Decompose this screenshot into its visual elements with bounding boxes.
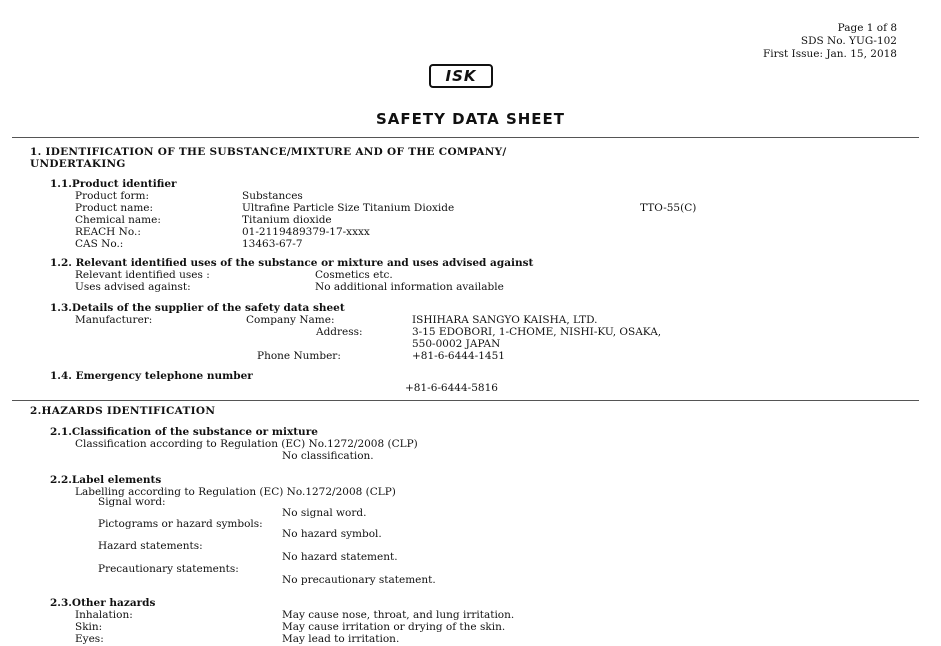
subsection-2-2-heading: 2.2.Label elements [50, 474, 162, 486]
address-line-1: 3-15 EDOBORI, 1-CHOME, NISHI-KU, OSAKA, [412, 326, 662, 338]
document-header-info [763, 22, 897, 61]
divider [12, 400, 919, 401]
first-issue-date: First Issue: Jan. 15, 2018 [762, 48, 897, 60]
pictograms-label: Pictograms or hazard symbols: [98, 518, 263, 530]
reach-value: 01-2119489379-17-xxxx [242, 226, 370, 238]
product-code: TTO-55(C) [640, 202, 697, 214]
divider [12, 137, 919, 138]
subsection-2-1-heading: 2.1.Classification of the substance or mixture [50, 426, 318, 438]
pictograms-value: No hazard symbol. [282, 528, 382, 540]
document-title: SAFETY DATA SHEET [375, 110, 566, 128]
phone-label: Phone Number: [257, 350, 341, 362]
precautionary-label: Precautionary statements: [98, 563, 239, 575]
classification-text: Classification according to Regulation (EC) No.1272/2008 (CLP) [75, 438, 418, 450]
sds-number: SDS No. YUG-102 [800, 35, 897, 47]
reach-label: REACH No.: [75, 226, 141, 238]
skin-label: Skin: [75, 621, 103, 633]
signal-word-value: No signal word. [282, 507, 367, 519]
hazard-statements-label: Hazard statements: [98, 540, 203, 552]
phone-value: +81-6-6444-1451 [412, 350, 505, 362]
inhalation-label: Inhalation: [75, 609, 133, 621]
relevant-uses-value: Cosmetics etc. [315, 269, 393, 281]
precautionary-value: No precautionary statement. [282, 574, 436, 586]
product-name-label: Product name: [75, 202, 154, 214]
subsection-2-3-heading: 2.3.Other hazards [50, 597, 156, 609]
inhalation-value: May cause nose, throat, and lung irritation. [282, 609, 515, 621]
eyes-value: May lead to irritation. [282, 633, 400, 645]
product-name-value: Ultrafine Particle Size Titanium Dioxide [242, 202, 455, 214]
signal-word-label: Signal word: [98, 496, 166, 508]
advised-against-value: No additional information available [315, 281, 504, 293]
relevant-uses-label: Relevant identified uses : [75, 269, 210, 281]
classification-value: No classification. [282, 450, 374, 462]
subsection-1-4-heading: 1.4. Emergency telephone number [50, 370, 253, 382]
subsection-1-1-heading: 1.1.Product identifier [50, 178, 177, 190]
subsection-1-3-heading: 1.3.Details of the supplier of the safety data sheet [50, 302, 345, 314]
chemical-name-value: Titanium dioxide [242, 214, 332, 226]
emergency-phone-value: +81-6-6444-5816 [405, 382, 498, 394]
chemical-name-label: Chemical name: [75, 214, 161, 226]
cas-value: 13463-67-7 [242, 238, 303, 250]
section-2-heading: 2.HAZARDS IDENTIFICATION [30, 405, 216, 417]
hazard-statements-value: No hazard statement. [282, 551, 398, 563]
address-label: Address: [316, 326, 363, 338]
company-logo: ISK [429, 64, 493, 88]
subsection-1-2-heading: 1.2. Relevant identified uses of the substance or mixture and uses advised against [50, 257, 534, 269]
product-form-label: Product form: [75, 190, 150, 202]
labelling-text: Labelling according to Regulation (EC) No.1272/2008 (CLP) [75, 486, 396, 498]
advised-against-label: Uses advised against: [75, 281, 191, 293]
section-1-heading: 1. IDENTIFICATION OF THE SUBSTANCE/MIXTURE AND OF THE COMPANY/ UNDERTAKING [30, 146, 507, 170]
company-name-value: ISHIHARA SANGYO KAISHA, LTD. [412, 314, 598, 326]
manufacturer-label: Manufacturer: [75, 314, 153, 326]
cas-label: CAS No.: [75, 238, 124, 250]
address-line-2: 550-0002 JAPAN [412, 338, 501, 350]
skin-value: May cause irritation or drying of the skin. [282, 621, 506, 633]
eyes-label: Eyes: [75, 633, 104, 645]
page-number: Page 1 of 8 [837, 22, 897, 34]
product-form-value: Substances [242, 190, 303, 202]
company-name-label: Company Name: [246, 314, 335, 326]
